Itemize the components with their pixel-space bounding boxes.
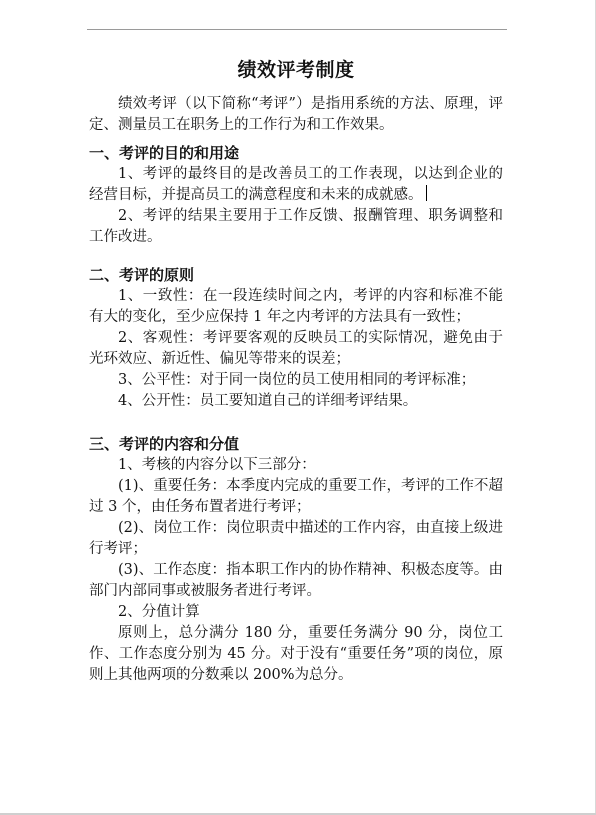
section-paragraph (89, 164, 503, 206)
section-paragraph: 4、公开性：员工要知道自己的详细考评结果。 (118, 393, 418, 409)
paragraph-text: 1、考评的最终目的是改善员工的工作表现，以达到企业的经营目标，并提高员工的满意程度和未来的成就感。 (89, 166, 503, 203)
section-principles (89, 265, 503, 412)
section-content-and-scores (89, 434, 503, 686)
section-paragraph: (2)、岗位工作：岗位职责中描述的工作内容，由直接上级进行考评； (89, 520, 503, 557)
document-body[interactable] (89, 58, 503, 686)
header-rule (87, 29, 507, 30)
section-paragraph: 1、一致性：在一段连续时间之内，考评的内容和标准不能有大的变化，至少应保持 1 年之内考评的方法具有一致性； (89, 288, 503, 325)
section-purpose (89, 143, 503, 248)
section-heading: 二、考评的原则 (89, 266, 195, 284)
section-paragraph: 1、考核的内容分以下三部分： (118, 457, 316, 473)
section-heading: 三、考评的内容和分值 (89, 435, 240, 453)
section-paragraph: 2、客观性：考评要客观的反映员工的实际情况，避免由于光环效应、新近性、偏见等带来的误差； (89, 330, 503, 367)
section-paragraph: (1)、重要任务：本季度内完成的重要工作，考评的工作不超过 3 个，由任务布置者进行考评； (89, 478, 503, 515)
section-paragraph: (3)、工作态度：指本职工作内的协作精神、积极态度等。由部门内部同事或被服务者进行考评。 (89, 562, 503, 599)
section-paragraph: 2、考评的结果主要用于工作反馈、报酬管理、职务调整和工作改进。 (89, 208, 503, 245)
section-paragraph: 原则上，总分满分 180 分，重要任务满分 90 分，岗位工作、工作态度分别为 45 分。对于没有“重要任务”项的岗位，原则上其他两项的分数乘以 200%为总分。 (89, 625, 503, 683)
section-paragraph: 3、公平性：对于同一岗位的员工使用相同的考评标准； (118, 372, 476, 388)
section-paragraph: 2、分值计算 (118, 604, 200, 620)
section-heading: 一、考评的目的和用途 (89, 144, 240, 162)
document-title: 绩效评考制度 (237, 59, 355, 81)
intro-paragraph: 绩效考评（以下简称“考评”）是指用系统的方法、原理，评定、测量员工在职务上的工作行为和工作效果。 (89, 96, 503, 133)
text-cursor (426, 185, 427, 201)
